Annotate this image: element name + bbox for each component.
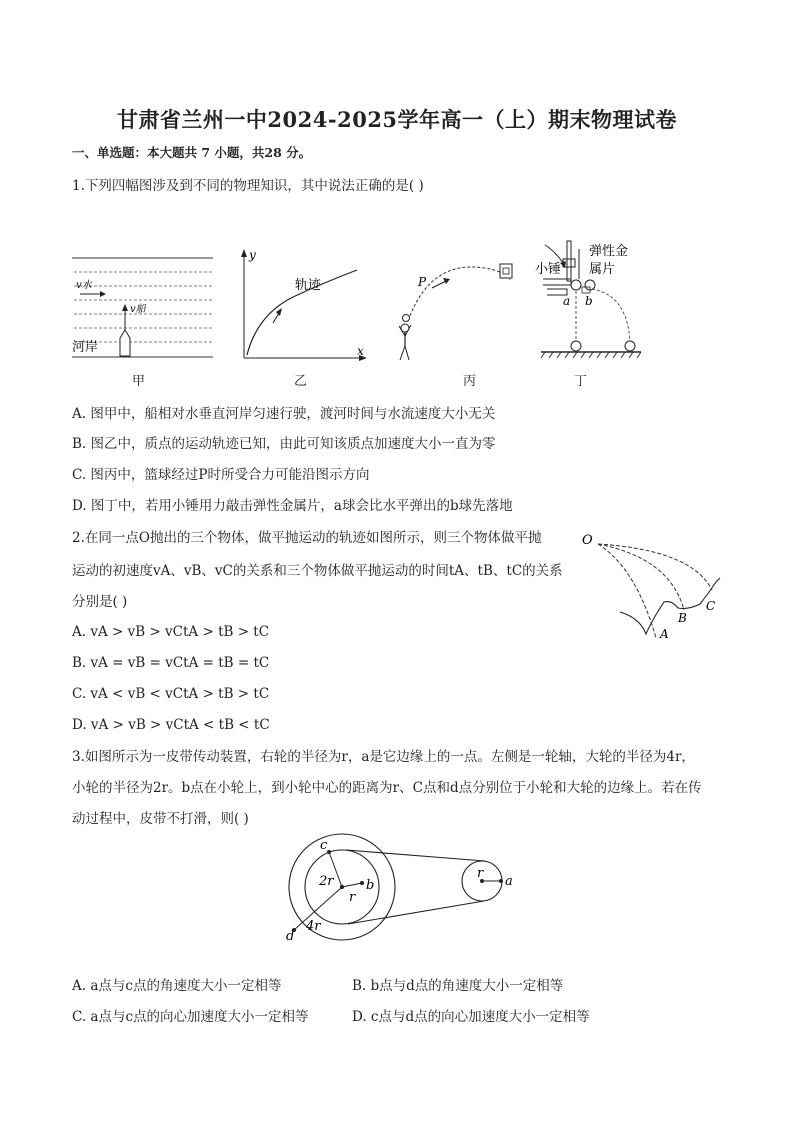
label-v-chuan: v船 [130,304,146,315]
label-c: c [320,838,328,853]
q3-option-d[interactable]: D. c点与d点的向心加速度大小一定相等 [352,1009,590,1025]
q1-stem: 1.下列四幅图涉及到不同的物理知识，其中说法正确的是( ) [72,178,424,194]
q3-option-b[interactable]: B. b点与d点的角速度大小一定相等 [352,978,564,994]
label-b: b [366,878,375,893]
q1-option-a[interactable]: A. 图甲中，船相对水垂直河岸匀速行驶，渡河时间与水流速度大小无关 [72,406,496,422]
q3-stem-line2: 小轮的半径为2r。b点在小轮上，到小轮中心的距离为r、C点和d点分别位于小轮和大轮的边缘上。若在传 [72,780,702,796]
label-tanxing1: 弹性金 [589,244,629,259]
label-ball-a: a [563,294,571,308]
q2-option-a[interactable]: A. vA > vB > vCtA > tB > tC [72,624,270,640]
page-title: 甘肃省兰州一中2024-2025学年高一（上）期末物理试卷 [116,107,678,132]
label-c: C [706,599,716,613]
q3-option-a[interactable]: A. a点与c点的角速度大小一定相等 [72,978,282,994]
q2-figure [580,528,730,644]
label-axis-y: y [249,248,256,262]
caption-yi: 乙 [294,374,308,389]
label-tanxing2: 属片 [589,262,616,277]
q1-option-c[interactable]: C. 图丙中，篮球经过P时所受合力可能沿图示方向 [72,467,370,483]
caption-bing: 丙 [463,374,477,389]
caption-ding: 丁 [574,374,588,389]
q2-option-b[interactable]: B. vA = vB = vCtA = tB = tC [72,655,270,671]
q1-option-b[interactable]: B. 图乙中，质点的运动轨迹已知，由此可知该质点加速度大小一直为零 [72,436,496,452]
label-v-shui: v水 [76,280,92,291]
label-b: B [678,611,687,625]
q3-figure [282,833,522,945]
label-o: O [582,533,593,548]
q3-option-c[interactable]: C. a点与c点的向心加速度大小一定相等 [72,1009,309,1025]
q1-figure-yi [233,245,373,363]
label-guiji: 轨迹 [295,278,322,293]
label-axis-x: x [357,344,364,358]
q2-option-c[interactable]: C. vA < vB < vCtA > tB > tC [72,686,270,702]
q2-option-d[interactable]: D. vA > vB > vCtA < tB < tC [72,717,270,733]
q1-option-d[interactable]: D. 图丁中，若用小锤用力敲击弹性金属片，a球会比水平弹出的b球先落地 [72,498,513,514]
label-two-r: 2r [319,874,334,889]
label-a: a [505,874,513,889]
q2-stem-line2: 运动的初速度vA、vB、vC的关系和三个物体做平抛运动的时间tA、tB、tC的关系 [72,563,563,579]
section-heading: 一、单选题：本大题共 7 小题，共28 分。 [72,145,312,160]
label-r-right: r [477,866,484,881]
q3-stem-line1: 3.如图所示为一皮带传动装置，右轮的半径为r，a是它边缘上的一点。左侧是一轮轴，大轮的半径为4r， [72,749,695,765]
label-four-r: 4r [306,919,321,934]
label-ball-b: b [585,294,593,308]
label-a: A [660,627,669,641]
label-d: d [286,929,295,944]
label-hean: 河岸 [72,340,99,355]
q2-stem-line1: 2.在同一点O抛出的三个物体，做平抛运动的轨迹如图所示，则三个物体做平抛 [72,530,542,546]
caption-jia: 甲 [132,374,146,389]
label-r-inner: r [349,890,356,905]
q1-figure-jia [70,250,220,362]
q3-stem-line3: 动过程中，皮带不打滑，则( ) [72,811,249,827]
label-xiaochui: 小锤 [535,262,562,277]
label-point-p: P [418,275,427,289]
q2-stem-line3: 分别是( ) [72,594,128,610]
q1-figure-ding [535,237,675,365]
q1-figure-bing [392,250,522,365]
